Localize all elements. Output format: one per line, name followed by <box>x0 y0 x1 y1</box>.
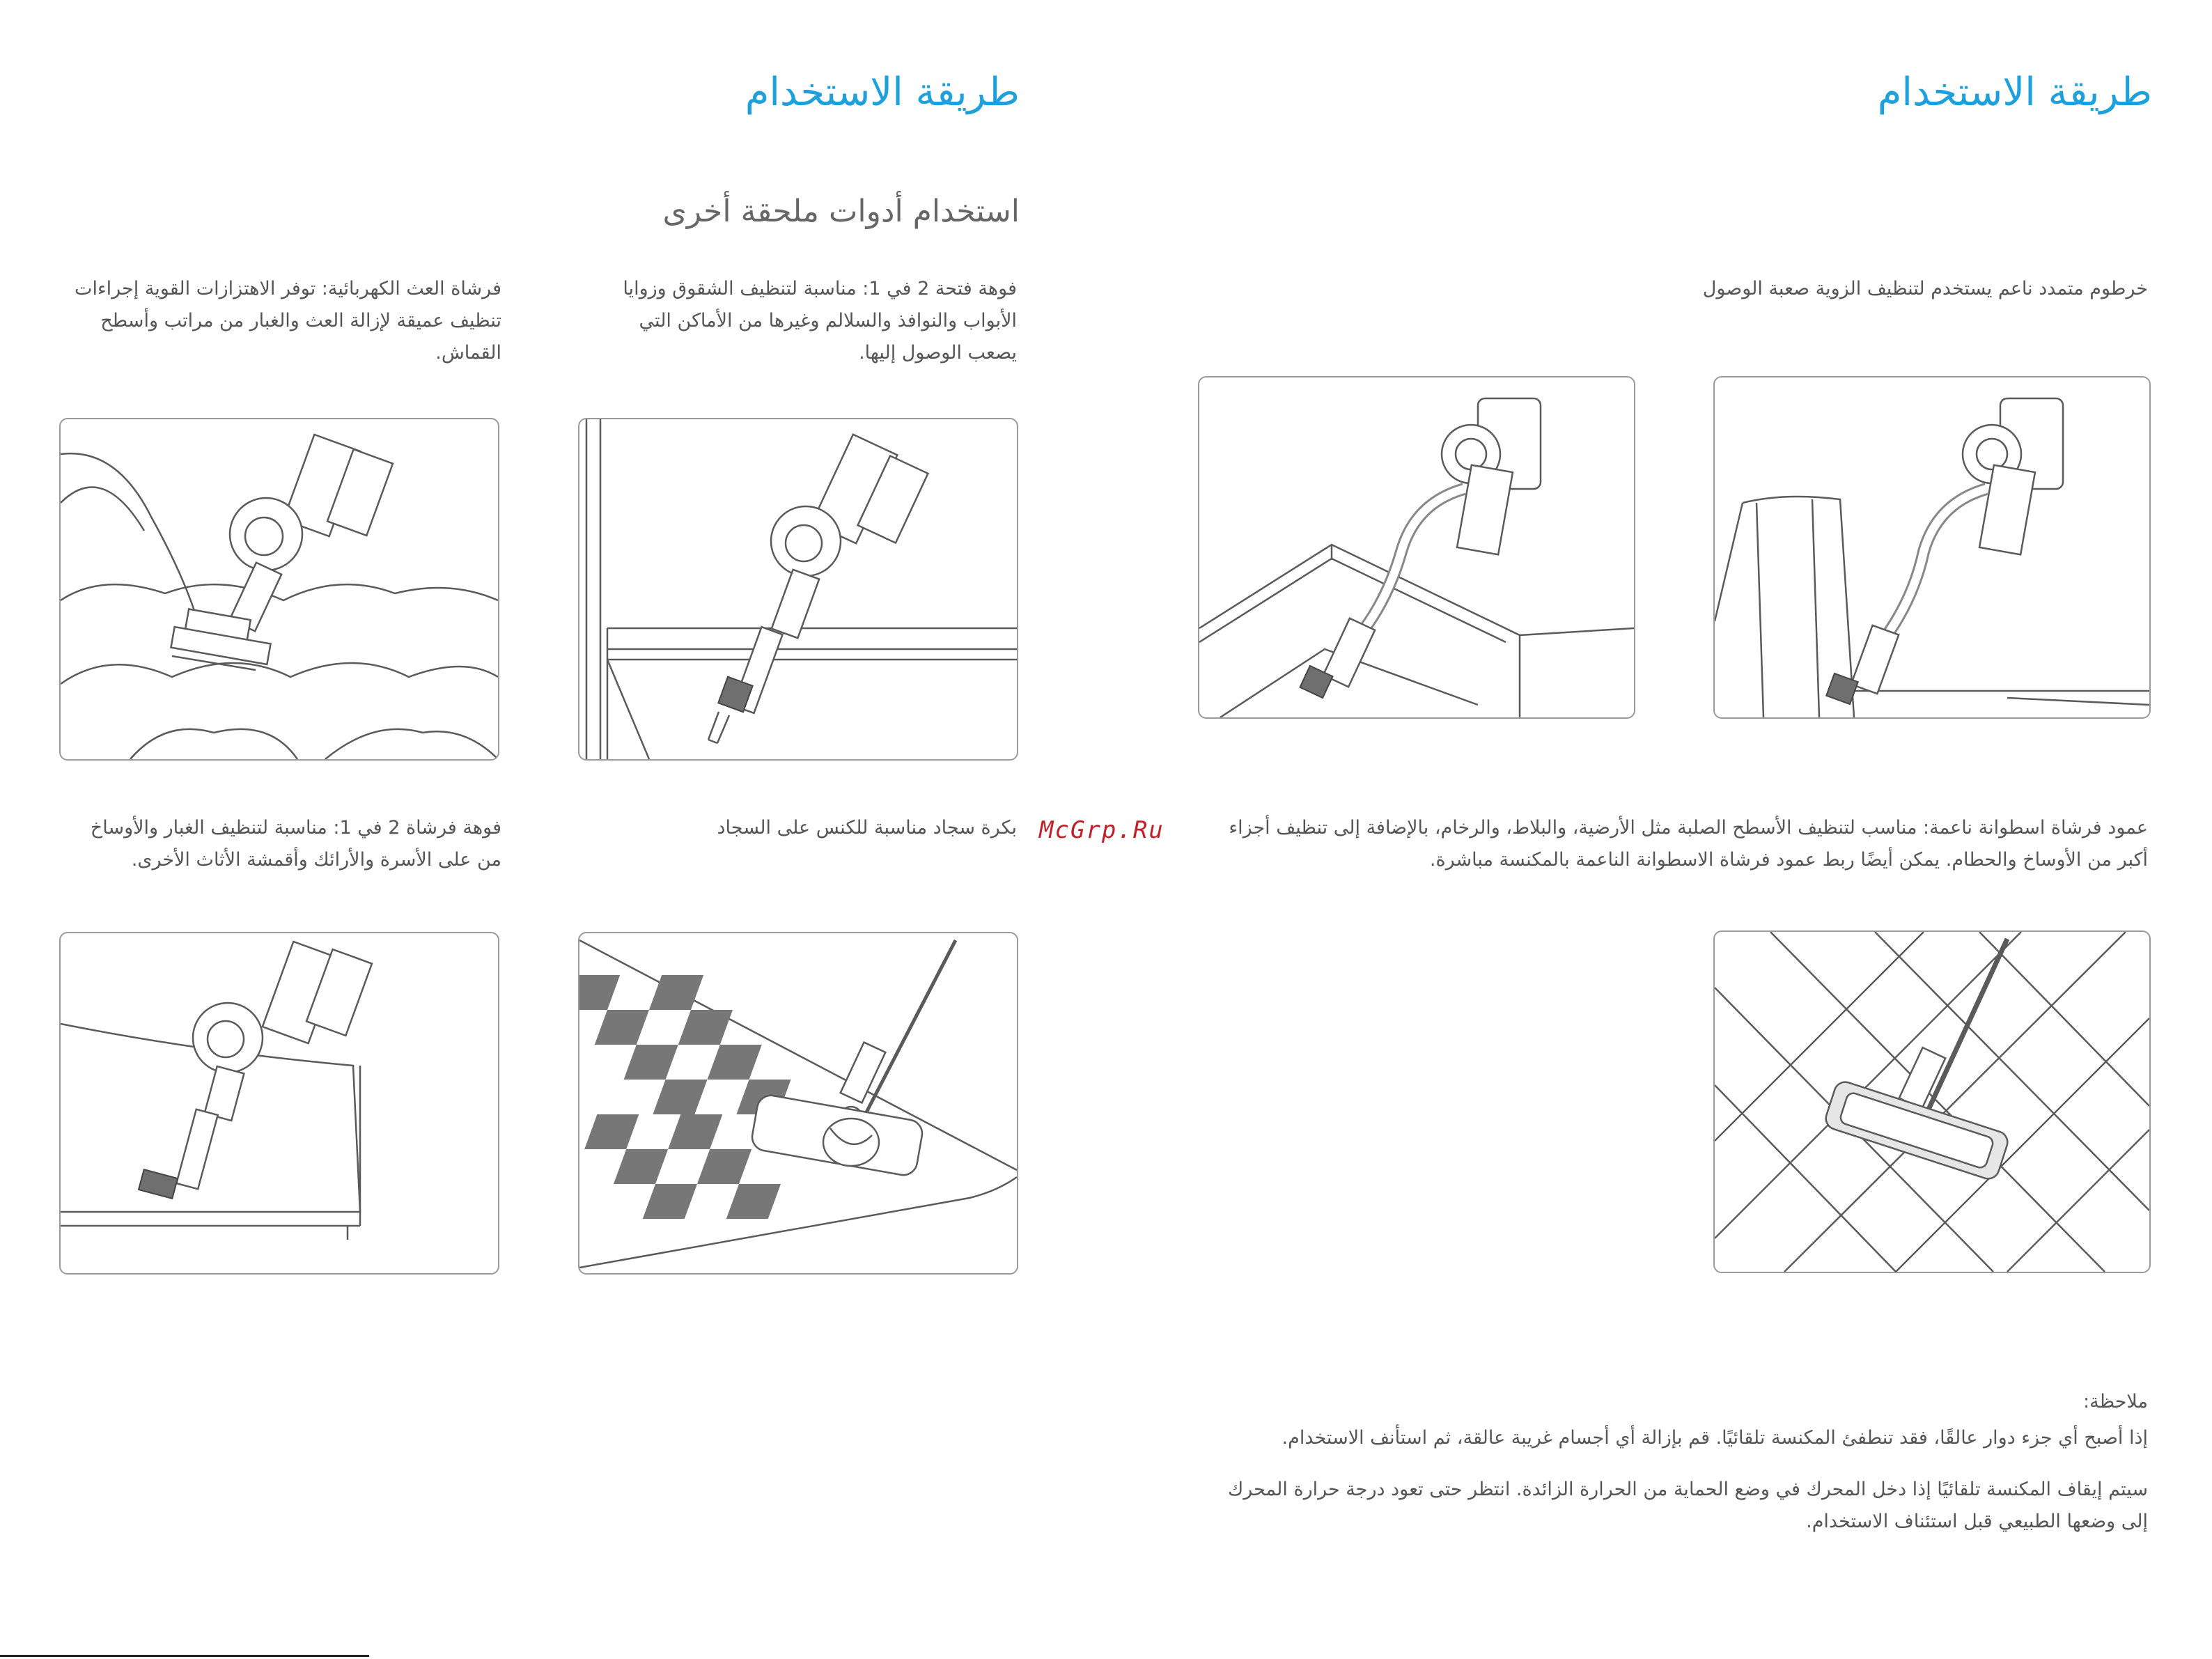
bottom-rule <box>0 1655 369 1657</box>
soft-roller-icon <box>1715 932 2149 1272</box>
illustration-carpet-roller <box>578 932 1018 1275</box>
note-line-1: إذا أصبح أي جزء دوار عالقًا، فقد تنطفئ المكنسة تلقائيًا. قم بإزالة أي أجسام غريبة عالقة، ثم استأنف الاستخدام. <box>1282 1427 2148 1449</box>
brush-tool-icon <box>61 933 498 1273</box>
caption-crevice-tool: فوهة فتحة 2 في 1: مناسبة لتنظيف الشقوق وزوايا الأبواب والنوافذ والسلالم وغيرها من الأماكن التي يصعب الوصول إليها. <box>623 278 1017 364</box>
note-label: ملاحظة: <box>2083 1391 2148 1412</box>
hose-drawer-icon <box>1199 377 1634 717</box>
illustration-soft-roller <box>1713 930 2151 1273</box>
illustration-hose-lamp <box>1713 376 2151 719</box>
hose-lamp-icon <box>1715 377 2149 717</box>
illustration-mite-brush <box>59 418 499 761</box>
left-page-title: طريقة الاستخدام <box>745 70 1020 115</box>
watermark: McGrp.Ru <box>1039 816 1165 844</box>
caption-brush-2in1: فوهة فرشاة 2 في 1: مناسبة لتنظيف الغبار والأوساخ من على الأسرة والأرائك وأقمشة الأثاث الأخرى. <box>90 817 501 871</box>
carpet-roller-icon <box>579 933 1017 1273</box>
illustration-crevice-tool <box>578 418 1018 761</box>
left-page-subtitle: استخدام أدوات ملحقة أخرى <box>662 194 1020 229</box>
caption-soft-roller: عمود فرشاة اسطوانة ناعمة: مناسب لتنظيف الأسطح الصلبة مثل الأرضية، والبلاط، والرخام، بالإضافة إلى تنظيف أجزاء أكبر من الأوساخ والحطام. يمكن أيضًا ربط عمود فرشاة الاسطوانة الناعمة بالمكنسة مباشرة. <box>1229 817 2148 871</box>
right-page-title: طريقة الاستخدام <box>1877 70 2152 115</box>
note-line-2: سيتم إيقاف المكنسة تلقائيًا إذا دخل المحرك في وضع الحماية من الحرارة الزائدة. انتظر حتى تعود درجة حرارة المحرك إلى وضعها الطبيعي قبل استئناف الاستخدام. <box>1227 1479 2148 1532</box>
caption-carpet-roller: بكرة سجاد مناسبة للكنس على السجاد <box>717 817 1017 839</box>
caption-extension-hose: خرطوم متمدد ناعم يستخدم لتنظيف الزوية صعبة الوصول <box>1702 278 2148 299</box>
illustration-brush-2in1 <box>59 932 499 1275</box>
caption-mite-brush: فرشاة العث الكهربائية: توفر الاهتزازات القوية إجراءات تنظيف عميقة لإزالة العث والغبار من مراتب وأسطح القماش. <box>75 278 501 364</box>
mite-brush-icon <box>61 419 498 759</box>
crevice-tool-icon <box>579 419 1017 759</box>
illustration-hose-drawer <box>1198 376 1635 719</box>
